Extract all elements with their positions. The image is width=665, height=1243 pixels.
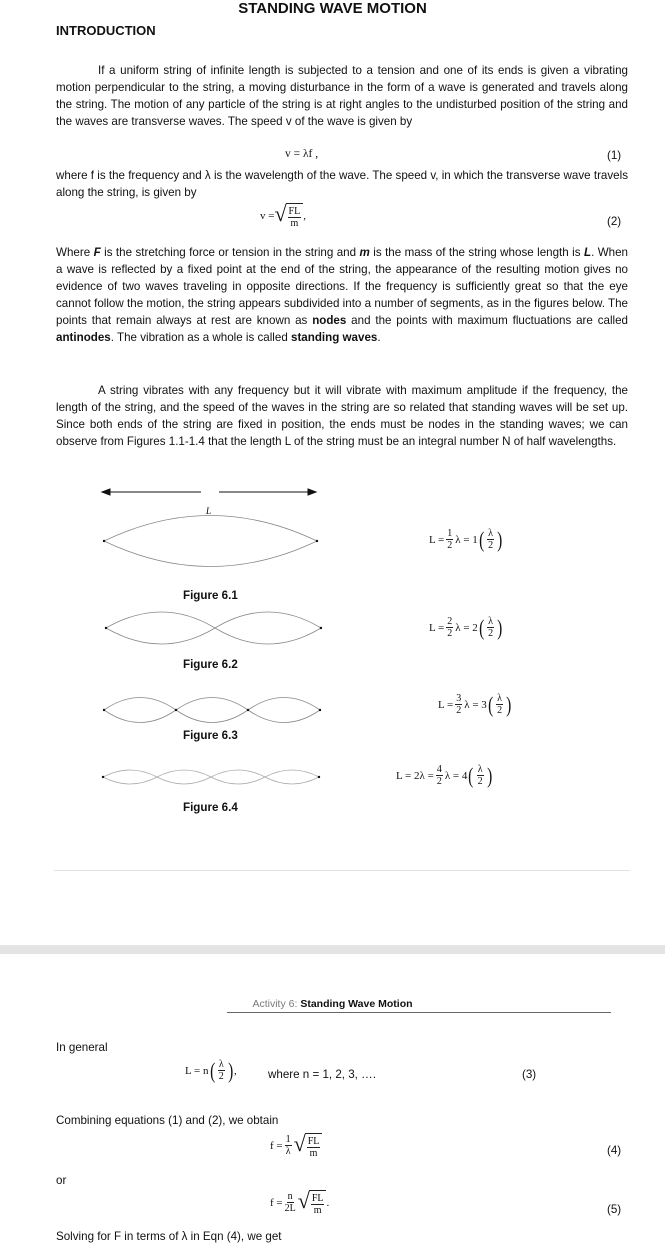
wave-figure-4 [103, 770, 319, 784]
length-label: L [206, 506, 212, 516]
figure-6-2-caption: Figure 6.2 [183, 658, 238, 671]
wave-figure-1 [104, 516, 317, 567]
equation-2-number: (2) [607, 215, 622, 228]
equation-3: L = n ( $\frac{\lambda}{2}$ ) , [185, 1058, 237, 1083]
wave-figure-2 [106, 612, 321, 644]
equation-4-number: (4) [607, 1144, 622, 1157]
intro-paragraph-4: A string vibrates with any frequency but it will vibrate with maximum amplitude if the frequency, the length of the string, and the speed of the waves in the string are so related that standing waves will be set up. Since both ends of the string are fixed in position, the ends must be nodes in the standing waves; we can observe from Figures 1.1-1.4 that the length L of the string must be an integral number N of half wavelengths. [56, 384, 628, 448]
standing-wave-figures [0, 480, 665, 800]
equation-5-number: (5) [607, 1203, 622, 1216]
page-2-header-rule [227, 1012, 611, 1013]
page-break [0, 945, 665, 954]
equation-2 [260, 203, 306, 229]
figure-6-3-equation: L = $\frac{3}{2}$ λ = 3 ( $\frac{\lambda}{2}$ ) [438, 692, 512, 717]
sqrt-symbol: √ $\frac{FL}{m}$ [274, 203, 303, 229]
cut-off-line: Solving for F in terms of λ in Eqn (4), we get [56, 1230, 282, 1243]
figure-6-1-equation: L = $\frac{1}{2}$ λ = 1 ( $\frac{\lambda}{2}$ ) [429, 527, 503, 552]
figure-6-4-caption: Figure 6.4 [183, 801, 238, 814]
or-label: or [56, 1174, 67, 1187]
figure-6-1-caption: Figure 6.1 [183, 589, 238, 602]
equation-4: f = $\frac{1}{\lambda}$ √ $\frac{FL}{m}$ [270, 1133, 322, 1159]
in-general-label: In general [56, 1041, 108, 1054]
figure-6-2-equation: L = $\frac{2}{2}$ λ = 2 ( $\frac{\lambda}{2}$ ) [429, 615, 503, 640]
section-heading: INTRODUCTION [56, 23, 156, 38]
equation-3-number: (3) [522, 1068, 537, 1081]
eq2-denominator: m [290, 218, 299, 229]
equation-1-number: (1) [607, 149, 622, 162]
equation-1: v = λf , [285, 148, 319, 160]
eq2-numerator: FL [288, 206, 301, 217]
equation-2-lhs: v = [260, 210, 275, 222]
combining-text: Combining equations (1) and (2), we obtain [56, 1114, 279, 1127]
intro-paragraph-3: Where F is the stretching force or tension in the string and m is the mass of the string whose length is L. When a wave is reflected by a fixed point at the end of the string, the appearance of the resulting motion gives no evidence of two waves traveling in opposite directions. If the frequency is sufficiently great so that the eye cannot follow the motion, the string appears subdivided into a number of segments, as in the figures below. The points that remain always at rest are known as nodes and the points with maximum fluctuations are called antinodes. The vibration as a whole is called standing waves. [56, 246, 629, 344]
page-1-bottom-rule [54, 870, 630, 871]
equation-2-comma: , [303, 210, 306, 222]
page-title: STANDING WAVE MOTION [238, 0, 427, 17]
intro-paragraph-1: If a uniform string of infinite length is subjected to a tension and one of its ends is given a vibrating motion perpendicular to the string, a moving disturbance in the form of a wave is generated and travels along the string. The motion of any particle of the string is at right angles to the undisturbed position of the string and the waves are transverse waves. The speed v of the wave is given by [56, 64, 628, 128]
wave-figure-3 [104, 698, 320, 723]
page-2-header: Activity 6: Standing Wave Motion [252, 998, 413, 1010]
equation-5: f = $\frac{n}{2L}$ √ $\frac{FL}{m}$ . [270, 1188, 330, 1216]
equation-3-condition: where n = 1, 2, 3, …. [268, 1068, 376, 1081]
figure-6-3-caption: Figure 6.3 [183, 729, 238, 742]
figure-6-4-equation: L = 2λ = $\frac{4}{2}$ λ = 4 ( $\frac{\lambda}{2}$ ) [396, 763, 492, 788]
intro-paragraph-2: where f is the frequency and λ is the wavelength of the wave. The speed v, in which the transverse wave travels along the string, is given by [56, 169, 628, 199]
length-arrow-right [219, 489, 316, 495]
length-arrow-left [102, 489, 201, 495]
